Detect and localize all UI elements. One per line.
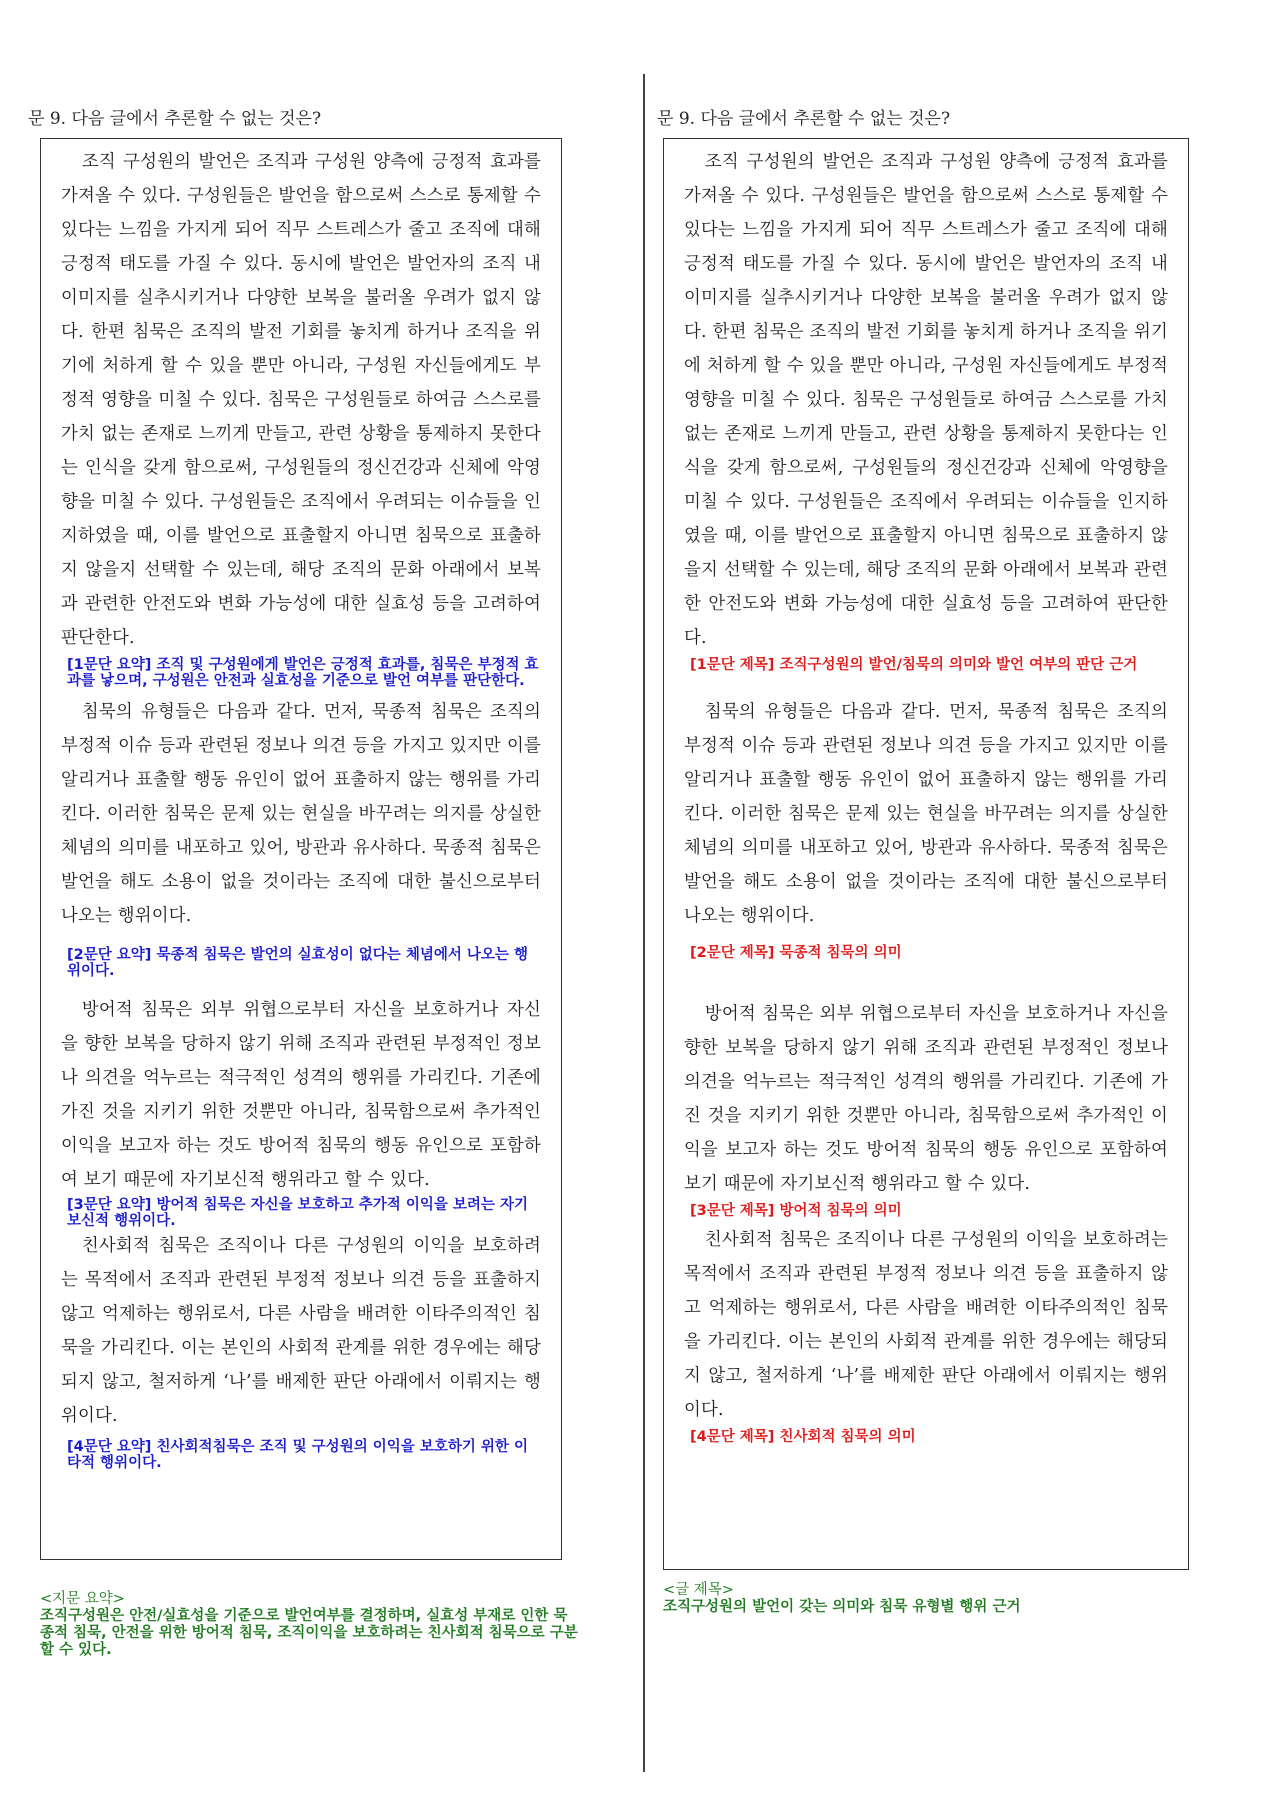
passage-title-label: <글 제목> [663, 1582, 734, 1598]
paragraph-2: 침묵의 유형들은 다음과 같다. 먼저, 묵종적 침묵은 조직의 부정적 이슈 등과 관련된 정보나 의견 등을 가지고 있지만 이를 알리거나 표출할 행동 유인이 없어 표출하지 않는 행위를 가리킨다. 이러한 침묵은 문제 있는 현실을 바꾸려는 의지를 상실한 체념의 의미를 내포하고 있어, 방관과 유사하다. 묵종적 침묵은 발언을 해도 소용이 없을 것이라는 조직에 대한 불신으로부터 나오는 행위이다. [61, 702, 541, 926]
paragraph-2-summary: [2문단 요약] 묵종적 침묵은 발언의 실효성이 없다는 체념에서 나오는 행위이다. [67, 947, 528, 979]
paragraph-3: 방어적 침묵은 외부 위협으로부터 자신을 보호하거나 자신을 향한 보복을 당하지 않기 위해 조직과 관련된 부정적인 정보나 의견을 억누르는 적극적인 성격의 행위를 가리킨다. 기존에 가진 것을 지키기 위한 것뿐만 아니라, 침묵함으로써 추가적인 이익을 보고자 하는 것도 방어적 침묵의 행동 유인으로 포함하여 보기 때문에 자기보신적 행위라고 할 수 있다. [684, 1004, 1168, 1194]
paragraph-3-title: [3문단 제목] 방어적 침묵의 의미 [690, 1203, 902, 1219]
passage-summary-text: 조직구성원은 안전/실효성을 기준으로 발언여부를 결정하며, 실효성 부재로 인한 묵종적 침묵, 안전을 위한 방어적 침묵, 조직이익을 보호하려는 친사회적 침묵으로 구분할 수 있다. [40, 1608, 578, 1658]
passage-box [663, 138, 1189, 1570]
passage-title-text: 조직구성원의 발언이 갖는 의미와 침묵 유형별 행위 근거 [663, 1599, 1021, 1615]
question-title: 문 9. 다음 글에서 추론할 수 없는 것은? [28, 109, 322, 129]
column-divider [643, 74, 645, 1772]
paragraph-1-summary: [1문단 요약] 조직 및 구성원에게 발언은 긍정적 효과를, 침묵은 부정적 효과를 낳으며, 구성원은 안전과 실효성을 기준으로 발언 여부를 판단한다. [67, 657, 539, 689]
paragraph-2: 침묵의 유형들은 다음과 같다. 먼저, 묵종적 침묵은 조직의 부정적 이슈 등과 관련된 정보나 의견 등을 가지고 있지만 이를 알리거나 표출할 행동 유인이 없어 표출하지 않는 행위를 가리킨다. 이러한 침묵은 문제 있는 현실을 바꾸려는 의지를 상실한 체념의 의미를 내포하고 있어, 방관과 유사하다. 묵종적 침묵은 발언을 해도 소용이 없을 것이라는 조직에 대한 불신으로부터 나오는 행위이다. [684, 702, 1168, 926]
paragraph-4: 친사회적 침묵은 조직이나 다른 구성원의 이익을 보호하려는 목적에서 조직과 관련된 부정적 정보나 의견 등을 표출하지 않고 억제하는 행위로서, 다른 사람을 배려한 이타주의적인 침묵을 가리킨다. 이는 본인의 사회적 관계를 위한 경우에는 해당되지 않고, 철저하게 ‘나’를 배제한 판단 아래에서 이뤄지는 행위이다. [61, 1236, 541, 1426]
passage-box [40, 138, 562, 1560]
paragraph-3-summary: [3문단 요약] 방어적 침묵은 자신을 보호하고 추가적 이익을 보려는 자기보신적 행위이다. [67, 1197, 528, 1229]
paragraph-1-title: [1문단 제목] 조직구성원의 발언/침묵의 의미와 발언 여부의 판단 근거 [690, 657, 1138, 673]
paragraph-3: 방어적 침묵은 외부 위협으로부터 자신을 보호하거나 자신을 향한 보복을 당하지 않기 위해 조직과 관련된 부정적인 정보나 의견을 억누르는 적극적인 성격의 행위를 가리킨다. 기존에 가진 것을 지키기 위한 것뿐만 아니라, 침묵함으로써 추가적인 이익을 보고자 하는 것도 방어적 침묵의 행동 유인으로 포함하여 보기 때문에 자기보신적 행위라고 할 수 있다. [61, 1000, 541, 1190]
paragraph-1: 조직 구성원의 발언은 조직과 구성원 양측에 긍정적 효과를 가져올 수 있다. 구성원들은 발언을 함으로써 스스로 통제할 수 있다는 느낌을 가지게 되어 직무 스트레스가 줄고 조직에 대해 긍정적 태도를 가질 수 있다. 동시에 발언은 발언자의 조직 내 이미지를 실추시키거나 다양한 보복을 불러올 우려가 없지 않다. 한편 침묵은 조직의 발전 기회를 놓치게 하거나 조직을 위기에 처하게 할 수 있을 뿐만 아니라, 구성원 자신들에게도 부정적 영향을 미칠 수 있다. 침묵은 구성원들로 하여금 스스로를 가치 없는 존재로 느끼게 만들고, 관련 상황을 통제하지 못한다는 인식을 갖게 함으로써, 구성원들의 정신건강과 신체에 악영향을 미칠 수 있다. 구성원들은 조직에서 우려되는 이슈들을 인지하였을 때, 이를 발언으로 표출할지 아니면 침묵으로 표출하지 않을지 선택할 수 있는데, 해당 조직의 문화 아래에서 보복과 관련한 안전도와 변화 가능성에 대한 실효성 등을 고려하여 판단한다. [61, 152, 541, 648]
question-title: 문 9. 다음 글에서 추론할 수 없는 것은? [657, 109, 951, 129]
passage-summary-label: <지문 요약> [40, 1591, 125, 1607]
paragraph-4: 친사회적 침묵은 조직이나 다른 구성원의 이익을 보호하려는 목적에서 조직과 관련된 부정적 정보나 의견 등을 표출하지 않고 억제하는 행위로서, 다른 사람을 배려한 이타주의적인 침묵을 가리킨다. 이는 본인의 사회적 관계를 위한 경우에는 해당되지 않고, 철저하게 ‘나’를 배제한 판단 아래에서 이뤄지는 행위이다. [684, 1230, 1168, 1420]
paragraph-1: 조직 구성원의 발언은 조직과 구성원 양측에 긍정적 효과를 가져올 수 있다. 구성원들은 발언을 함으로써 스스로 통제할 수 있다는 느낌을 가지게 되어 직무 스트레스가 줄고 조직에 대해 긍정적 태도를 가질 수 있다. 동시에 발언은 발언자의 조직 내 이미지를 실추시키거나 다양한 보복을 불러올 우려가 없지 않다. 한편 침묵은 조직의 발전 기회를 놓치게 하거나 조직을 위기에 처하게 할 수 있을 뿐만 아니라, 구성원 자신들에게도 부정적 영향을 미칠 수 있다. 침묵은 구성원들로 하여금 스스로를 가치 없는 존재로 느끼게 만들고, 관련 상황을 통제하지 못한다는 인식을 갖게 함으로써, 구성원들의 정신건강과 신체에 악영향을 미칠 수 있다. 구성원들은 조직에서 우려되는 이슈들을 인지하였을 때, 이를 발언으로 표출할지 아니면 침묵으로 표출하지 않을지 선택할 수 있는데, 해당 조직의 문화 아래에서 보복과 관련한 안전도와 변화 가능성에 대한 실효성 등을 고려하여 판단한다. [684, 152, 1169, 648]
paragraph-4-title: [4문단 제목] 친사회적 침묵의 의미 [690, 1429, 916, 1445]
paragraph-4-summary: [4문단 요약] 친사회적침묵은 조직 및 구성원의 이익을 보호하기 위한 이타적 행위이다. [67, 1439, 528, 1471]
passage-summary [40, 1591, 580, 1659]
paragraph-2-title: [2문단 제목] 묵종적 침묵의 의미 [690, 945, 902, 961]
passage-title-section [663, 1582, 1203, 1616]
